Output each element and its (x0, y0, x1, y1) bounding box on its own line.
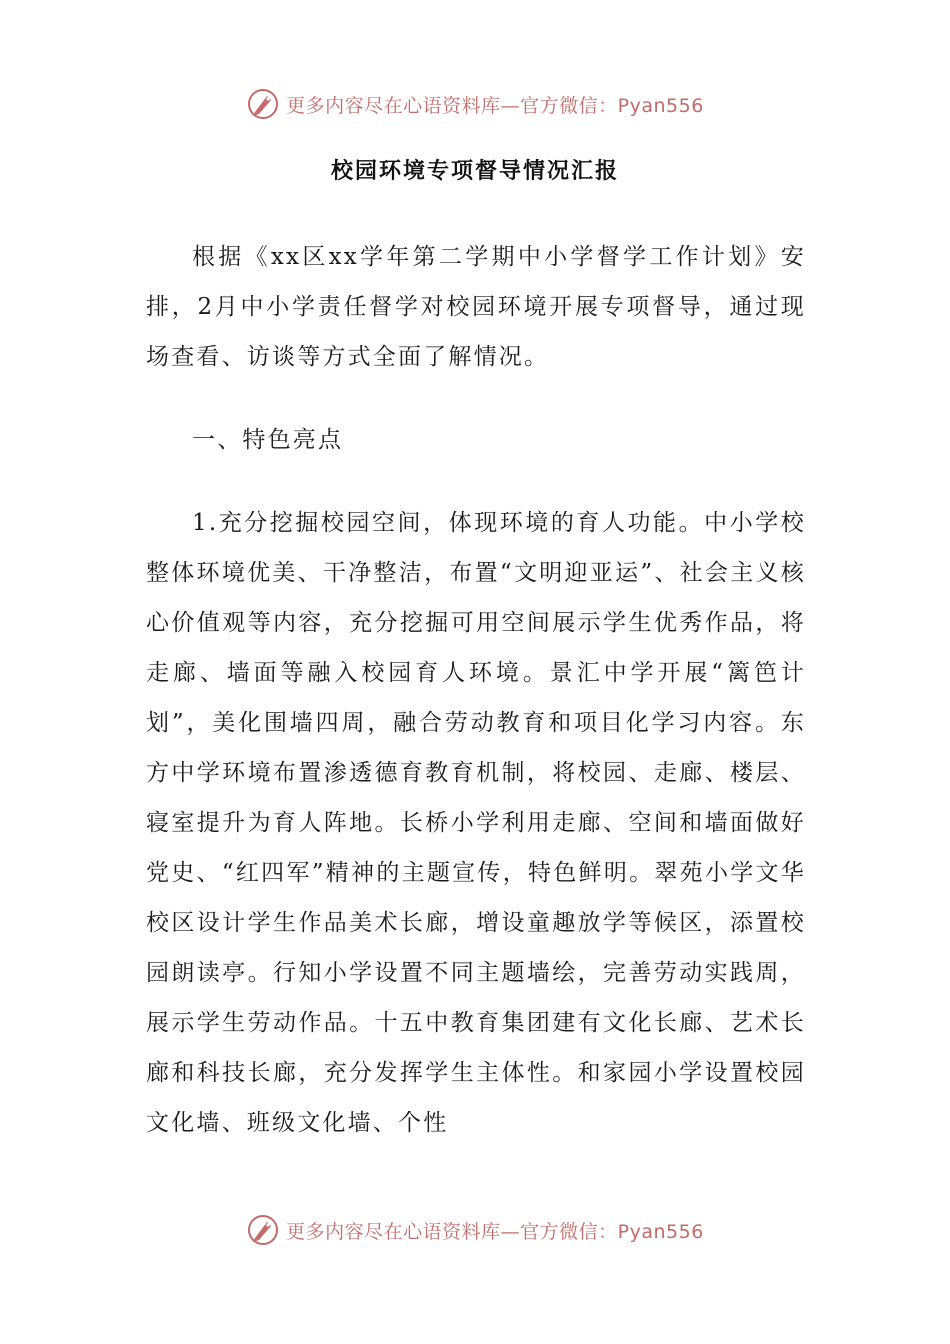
body-paragraph: 1.充分挖掘校园空间，体现环境的育人功能。中小学校整体环境优美、干净整洁，布置“文明迎亚运”、社会主义核心价值观等内容，充分挖掘可用空间展示学生优秀作品，将走廊、墙面等融入校园育人环境。景汇中学开展“篱笆计划”，美化围墙四周，融合劳动教育和项目化学习内容。东方中学环境布置渗透德育教育机制，将校园、走廊、楼层、寝室提升为育人阵地。长桥小学利用走廊、空间和墙面做好党史、“红四军”精神的主题宣传，特色鲜明。翠苑小学文华校区设计学生作品美术长廊，增设童趣放学等候区，添置校园朗读亭。行知小学设置不同主题墙绘，完善劳动实践周，展示学生劳动作品。十五中教育集团建有文化长廊、艺术长廊和科技长廊，充分发挥学生主体性。和家园小学设置校园文化墙、班级文化墙、个性 (146, 510, 806, 1136)
pen-nib-circle-icon (246, 1213, 280, 1247)
document-title: 校园环境专项督导情况汇报 (330, 158, 619, 184)
watermark-text: 更多内容尽在心语资料库—官方微信：Pyan556 (286, 1220, 704, 1243)
watermark-text: 更多内容尽在心语资料库—官方微信：Pyan556 (286, 94, 704, 117)
intro-paragraph: 根据《xx区xx学年第二学期中小学督学工作计划》安排，2月中小学责任督学对校园环境开展专项督导，通过现场查看、访谈等方式全面了解情况。 (146, 244, 806, 370)
watermark-banner-bottom (0, 1210, 950, 1250)
watermark-banner-top (0, 84, 950, 124)
watermark-wechat-id: Pyan556 (617, 1220, 704, 1243)
section-heading: 一、特色亮点 (192, 427, 344, 453)
pen-nib-circle-icon (246, 87, 280, 121)
watermark-wechat-id: Pyan556 (617, 94, 704, 117)
document-body (146, 232, 806, 1148)
